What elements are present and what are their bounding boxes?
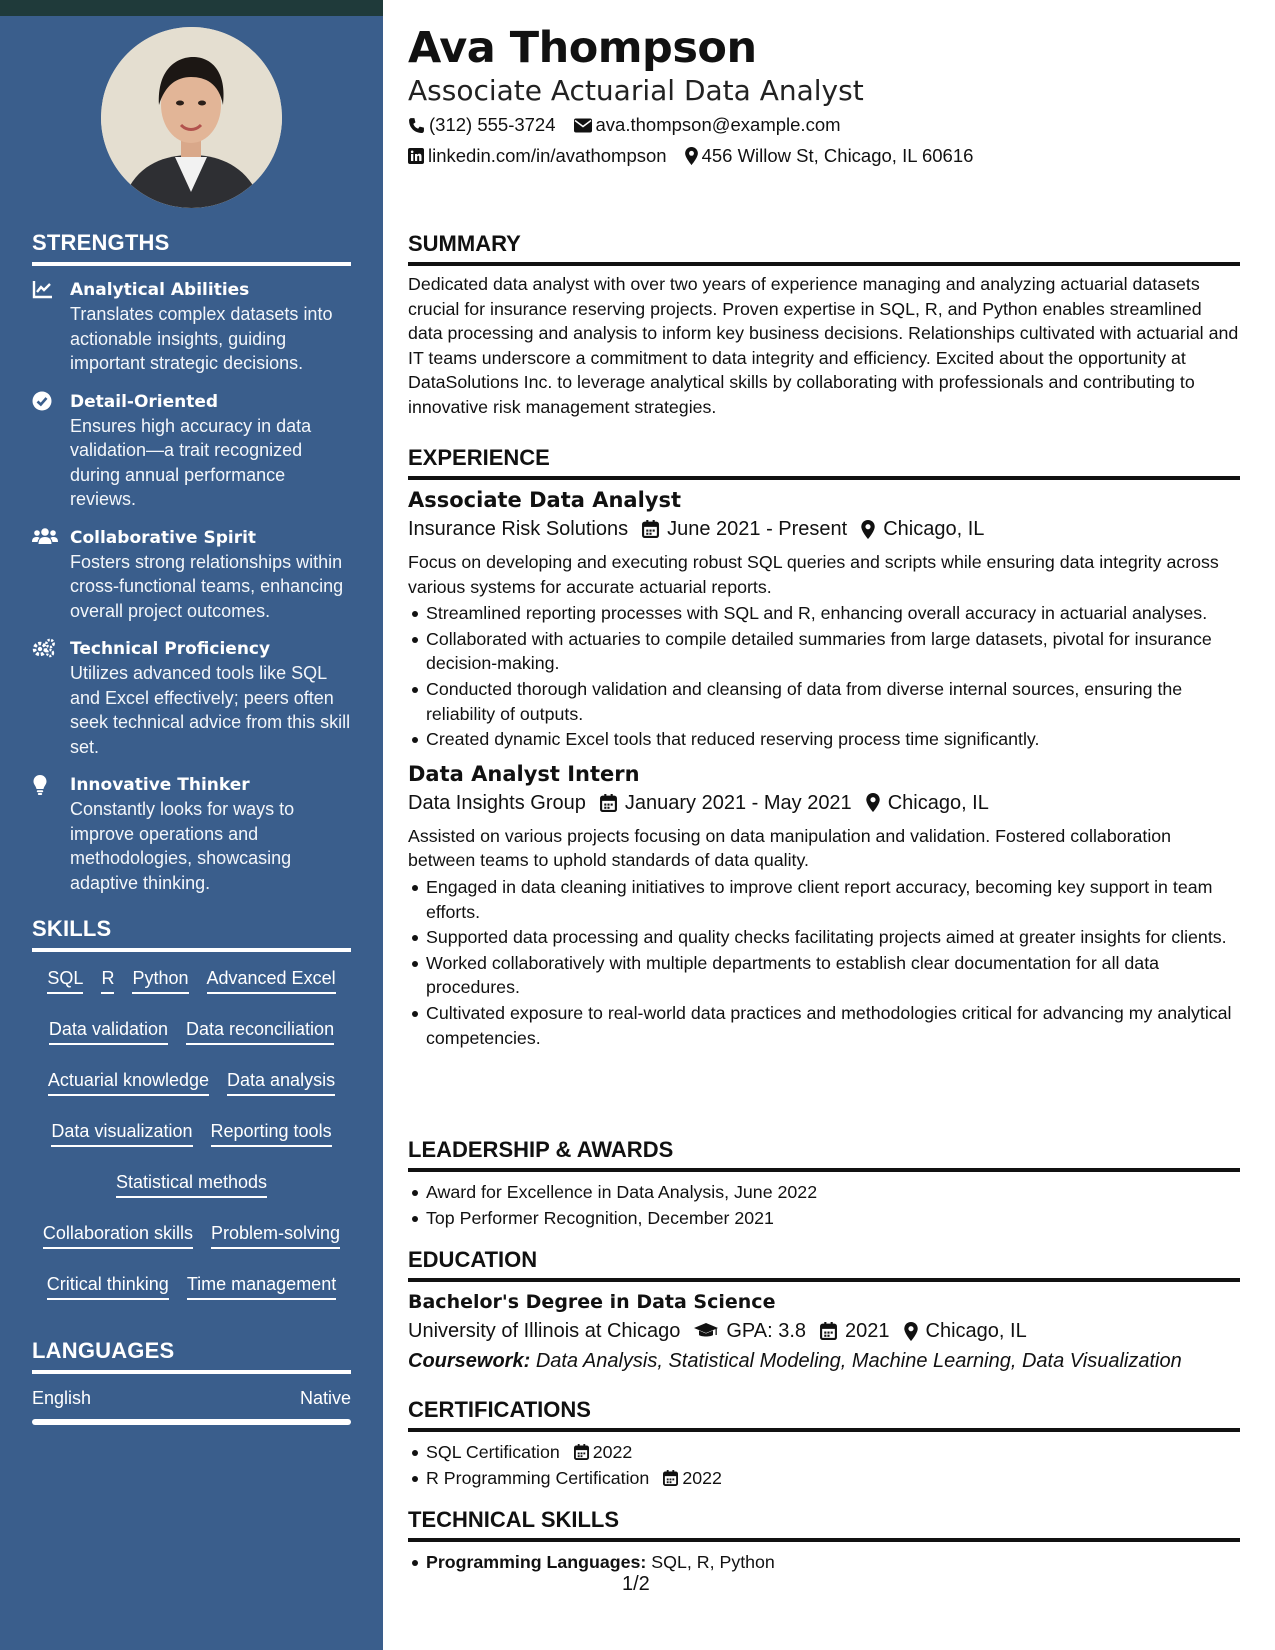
coursework-list: Data Analysis, Statistical Modeling, Machine Learning, Data Visualization — [535, 1350, 1182, 1372]
strength-description: Utilizes advanced tools like SQL and Excel effectively; peers often seek technical advice from this skill set. — [70, 663, 351, 757]
education-section — [408, 1246, 1240, 1376]
map-pin-icon — [861, 520, 875, 539]
job-description: Assisted on various projects focusing on data manipulation and validation. Fostered collaboration between teams to uphold standards of data quality. — [408, 825, 1172, 871]
gears-icon — [32, 638, 56, 660]
strength-item — [32, 390, 351, 512]
strength-title: Innovative Thinker — [70, 775, 250, 795]
certification-item — [408, 1440, 1240, 1465]
graduation-cap-icon — [694, 1322, 718, 1340]
company-name: Data Insights Group — [408, 791, 586, 814]
job-meta — [408, 514, 1240, 544]
skills-section — [32, 916, 351, 1313]
skill-tag: Data visualization — [51, 1117, 192, 1147]
job-bullets — [408, 601, 1240, 752]
job-title: Associate Data Analyst — [408, 488, 682, 512]
profile-photo — [101, 27, 282, 208]
contact-row-1 — [408, 113, 859, 137]
calendar-icon — [600, 794, 617, 812]
strength-item — [32, 773, 351, 895]
award-item: Award for Excellence in Data Analysis, June 2022 — [408, 1180, 1240, 1205]
experience-section — [408, 444, 1240, 1051]
award-item: Top Performer Recognition, December 2021 — [408, 1206, 1240, 1231]
job-description: Focus on developing and executing robust SQL queries and scripts while ensuring data integrity across various systems for accurate actuarial reports. — [408, 552, 1219, 597]
phone-number: (312) 555-3724 — [429, 114, 556, 135]
job-bullet: Cultivated exposure to real-world data practices and methodologies critical for advancing my analytical competencies. — [408, 1001, 1240, 1050]
certification-year: 2022 — [682, 1467, 722, 1488]
address: 456 Willow St, Chicago, IL 60616 — [701, 145, 974, 166]
strength-description: Constantly looks for ways to improve operations and methodologies, showcasing adaptive thinking. — [70, 799, 295, 893]
calendar-icon — [663, 1470, 678, 1486]
skill-tag: SQL — [47, 964, 83, 994]
languages-section — [32, 1338, 351, 1425]
skills-heading: SKILLS — [32, 916, 351, 952]
certifications-section — [408, 1396, 1240, 1491]
gpa: GPA: 3.8 — [726, 1320, 807, 1342]
candidate-name: Ava Thompson — [408, 23, 757, 73]
map-pin-icon — [904, 1322, 918, 1341]
summary-text: Dedicated data analyst with over two years of experience managing and analyzing actuarial datasets crucial for insurance reserving projects. Proven expertise in SQL, R, and Python enables streamlined data processing and analysis to inform key business decisions. Relationships cultivated with actuarial and IT teams underscore a commitment to data integrity and efficiency. Excited about the opportunity at DataSolutions Inc. to leverage analytical skills by collaborating with professionals and contributing to innovative risk management strategies. — [408, 274, 1239, 417]
skill-tag: Problem-solving — [211, 1219, 340, 1249]
skills-list — [32, 956, 351, 1313]
strength-title: Technical Proficiency — [70, 639, 271, 659]
languages-heading: LANGUAGES — [32, 1338, 351, 1374]
school-name: University of Illinois at Chicago — [408, 1320, 681, 1342]
candidate-title: Associate Actuarial Data Analyst — [408, 74, 864, 107]
job-entry — [408, 486, 1240, 752]
email-contact[interactable] — [574, 113, 841, 137]
certification-name: SQL Certification — [426, 1442, 560, 1462]
job-location: Chicago, IL — [887, 791, 989, 814]
strength-item — [32, 637, 351, 759]
skill-tag: Statistical methods — [116, 1168, 267, 1198]
job-bullet: Worked collaboratively with multiple departments to establish clear documentation for all data procedures. — [408, 951, 1240, 1000]
job-bullet: Created dynamic Excel tools that reduced reserving process time significantly. — [408, 727, 1240, 752]
email-address[interactable]: ava.thompson@example.com — [595, 114, 841, 135]
job-meta — [408, 788, 1240, 818]
job-bullet: Engaged in data cleaning initiatives to improve client report accuracy, becoming key support in team efforts. — [408, 875, 1240, 924]
job-dates: June 2021 - Present — [667, 518, 848, 540]
skill-tag: Python — [132, 964, 188, 994]
strengths-heading: STRENGTHS — [32, 230, 351, 266]
certification-name: R Programming Certification — [426, 1467, 650, 1488]
strength-description: Translates complex datasets into actionable insights, guiding important strategic decisions. — [70, 304, 333, 373]
skill-tag: Critical thinking — [47, 1270, 169, 1300]
technical-skills-section — [408, 1506, 1240, 1576]
strength-item — [32, 526, 351, 624]
lightbulb-icon — [32, 774, 56, 796]
education-meta — [408, 1316, 1240, 1346]
linkedin-url[interactable]: linkedin.com/in/avathompson — [428, 145, 667, 166]
linkedin-icon — [408, 148, 424, 164]
strength-title: Analytical Abilities — [70, 280, 250, 300]
skill-tag: Collaboration skills — [43, 1219, 193, 1249]
skill-tag: Data validation — [49, 1015, 168, 1045]
job-bullet: Conducted thorough validation and cleansing of data from diverse internal sources, ensuring the reliability of outputs. — [408, 677, 1240, 726]
phone-contact — [408, 113, 556, 137]
technical-skill-value: SQL, R, Python — [651, 1552, 775, 1572]
education-heading: EDUCATION — [408, 1246, 1240, 1282]
calendar-icon — [574, 1444, 589, 1460]
strength-title: Detail-Oriented — [70, 391, 219, 412]
skill-tag: Actuarial knowledge — [48, 1066, 209, 1096]
calendar-icon — [642, 520, 659, 538]
skill-tag: Advanced Excel — [207, 964, 336, 994]
technical-skills-heading: TECHNICAL SKILLS — [408, 1506, 1240, 1542]
linkedin-contact[interactable] — [408, 144, 667, 168]
certifications-list — [408, 1440, 1240, 1490]
company-name: Insurance Risk Solutions — [408, 518, 629, 540]
awards-heading: LEADERSHIP & AWARDS — [408, 1136, 1240, 1172]
job-dates: January 2021 - May 2021 — [624, 791, 852, 814]
contact-row-2 — [408, 144, 991, 168]
users-icon — [32, 527, 56, 549]
strength-description: Fosters strong relationships within cross-functional teams, enhancing overall project outcomes. — [70, 551, 344, 621]
chart-line-icon — [32, 279, 56, 301]
job-title: Data Analyst Intern — [408, 761, 640, 786]
skill-tag: Data reconciliation — [186, 1015, 334, 1045]
calendar-icon — [820, 1322, 837, 1340]
job-bullet: Streamlined reporting processes with SQL and R, enhancing overall accuracy in actuarial analyses. — [408, 601, 1240, 626]
certifications-heading: CERTIFICATIONS — [408, 1396, 1240, 1432]
certification-item — [408, 1466, 1240, 1491]
skill-tag: R — [101, 964, 114, 994]
sidebar-top-bar — [0, 0, 383, 16]
awards-section — [408, 1136, 1240, 1231]
language-proficiency-bar — [32, 1419, 351, 1425]
map-pin-icon — [685, 147, 698, 165]
language-level: Native — [299, 1388, 351, 1408]
coursework — [408, 1346, 1240, 1376]
technical-skills-list — [408, 1550, 1240, 1575]
page-number: 1/2 — [622, 1573, 650, 1595]
job-entry — [408, 760, 1240, 1050]
education-location: Chicago, IL — [925, 1320, 1027, 1342]
check-circle-icon — [32, 391, 56, 413]
job-bullet: Collaborated with actuaries to compile detailed summaries from large datasets, pivotal for insurance decision-making. — [408, 627, 1240, 676]
job-bullets — [408, 875, 1240, 1050]
technical-skill-label: Programming Languages: — [426, 1552, 647, 1572]
language-name: English — [32, 1388, 92, 1408]
jobs-list — [408, 486, 1240, 1050]
coursework-label: Coursework: — [408, 1350, 531, 1372]
sidebar — [0, 0, 383, 1650]
degree-name: Bachelor's Degree in Data Science — [408, 1291, 776, 1313]
strength-title: Collaborative Spirit — [70, 527, 257, 548]
awards-list — [408, 1180, 1240, 1230]
strengths-list — [32, 278, 351, 895]
skill-tag: Time management — [187, 1270, 336, 1300]
graduation-year: 2021 — [845, 1320, 890, 1342]
map-pin-icon — [866, 793, 880, 812]
skill-tag: Reporting tools — [211, 1117, 332, 1147]
technical-skill-item — [408, 1550, 1240, 1575]
strength-description: Ensures high accuracy in data validation—a trait recognized during annual performance reviews. — [70, 415, 312, 509]
language-row — [32, 1388, 351, 1409]
experience-heading: EXPERIENCE — [408, 444, 1240, 480]
envelope-icon — [574, 118, 592, 133]
skill-tag: Data analysis — [227, 1066, 335, 1096]
job-bullet: Supported data processing and quality checks facilitating projects aimed at greater insights for clients. — [408, 925, 1240, 950]
strengths-section — [32, 230, 351, 909]
summary-section — [408, 230, 1240, 420]
strength-item — [32, 278, 351, 376]
certification-year: 2022 — [592, 1442, 633, 1462]
phone-icon — [408, 117, 425, 134]
summary-heading: SUMMARY — [408, 230, 1240, 266]
address-contact — [685, 144, 974, 168]
job-location: Chicago, IL — [883, 518, 985, 540]
